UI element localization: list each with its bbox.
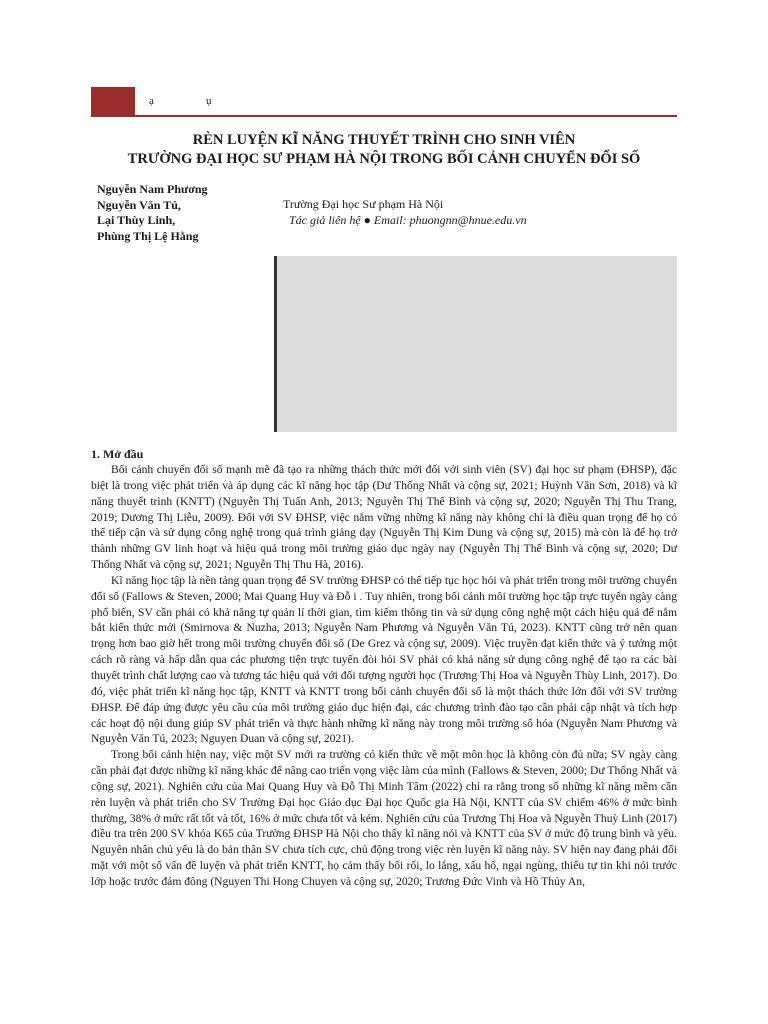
affiliation (283, 197, 527, 228)
author-name: Nguyễn Nam Phương (97, 182, 208, 196)
author-name: Lại Thùy Linh, (97, 213, 176, 227)
corresponding-author-email: Tác giả liên hệ ● Email: phuongnn@hnue.edu.vn (289, 212, 527, 227)
abstract-left-rule (274, 256, 277, 432)
section-heading: 1. Mở đầu (91, 447, 144, 461)
author-name: Phùng Thị Lệ Hằng (97, 228, 199, 243)
title-line-2: TRƯỜNG ĐẠI HỌC SƯ PHẠM HÀ NỘI TRONG BỐI CẢNH CHUYỂN ĐỔI SỐ (127, 151, 641, 167)
header-text-2: ụ (206, 95, 212, 107)
body-text (91, 462, 677, 890)
paper-title (91, 131, 677, 169)
paragraph: Trong bối cảnh hiện nay, việc một SV mới ra trường có kiến thức về một môn học là không còn đủ nữa; SV ngày càng cần phải đạt được những kĩ năng khác để nâng cao triển vọng việc làm của mình (Fallows & Steven, 2000; Dư Thống Nhất và cộng sự, 2021). Nghiên cứu của Mai Quang Huy và Đỗ Thị Minh Tâm (2022) chỉ ra rằng trong số những kĩ năng mềm cần rèn luyện và phát triển cho SV Trường Đại học Giáo dục Đại học Quốc gia Hà Nội, KNTT của SV chiếm 46% ở mức bình thường, 38% ở mức rất tốt và tốt, 16% ở mức chưa tốt và kém. Nghiên cứu của Trương Thị Hoa và Nguyễn Thuỳ Linh (2017) điều tra trên 200 SV khóa K65 của Trường ĐHSP Hà Nội cho thấy kĩ năng nói và KNTT của SV ở mức độ trung bình và yếu. Nguyên nhân chủ yếu là do bản thân SV chưa tích cực, chủ động trong việc rèn luyện kĩ năng này. SV hiện nay đang phải đối mặt với một số vấn đề luyện và phát triển KNTT, họ cảm thấy bối rối, lo lắng, xấu hổ, ngại ngùng, thiếu tự tin khi nói trước lớp hoặc trước đám đông (Nguyen Thi Hong Chuyen và cộng sự, 2020; Trương Đức Vinh và Hồ Thủy An, (91, 748, 677, 888)
header-accent-block (91, 87, 135, 117)
author-name: Nguyễn Văn Tú, (97, 197, 181, 212)
affiliation-institution: Trường Đại học Sư phạm Hà Nội (283, 197, 444, 211)
running-header (91, 87, 677, 117)
header-text-1: ạ (149, 95, 154, 107)
header-rule (135, 115, 677, 117)
abstract-box (274, 256, 677, 432)
author-list (97, 182, 208, 244)
paragraph: Bối cảnh chuyển đổi số mạnh mẽ đã tạo ra những thách thức mới đối với sinh viên (SV) đại học sư phạm (ĐHSP), đặc biệt là trong việc phát triển và áp dụng các kĩ năng học tập (Dư Thống Nhất và cộng sự, 2021; Huỳnh Văn Sơn, 2018) và kĩ năng thuyết trình (KNTT) (Nguyễn Thị Tuấn Anh, 2013; Nguyễn Thị Thế Bình và cộng sự, 2020; Nguyễn Thị Thu Trang, 2019; Dương Thị Liễu, 2009). Đối với SV ĐHSP, việc nắm vững những kĩ năng này không chỉ là điều quan trọng để họ có thể tiếp cận và sử dụng công nghệ trong quá trình giảng dạy (Nguyễn Thị Kim Dung và cộng sự, 2015) mà còn là để họ trở thành những GV linh hoạt và hiệu quả trong môi trường giáo dục ngày nay (Nguyễn Thị Thế Bình và cộng sự, 2020; Dư Thống Nhất và cộng sự, 2021; Nguyễn Thị Thu Hà, 2016). (91, 463, 677, 572)
title-line-1: RÈN LUYỆN KĨ NĂNG THUYẾT TRÌNH CHO SINH VIÊN (192, 132, 576, 148)
paragraph: Kĩ năng học tập là nền tảng quan trọng để SV trường ĐHSP có thể tiếp tục học hỏi và phát triển trong môi trường chuyển đổi số (Fallows & Steven, 2000; Mai Quang Huy và Đỗ i . Tuy nhiên, trong bối cảnh môi trường học tập trực tuyến ngày càng phổ biến, SV cần phải có khả năng tự quản lí thời gian, tìm kiếm thông tin và sử dụng công nghệ một cách hiệu quả để nắm bắt kiến thức mới (Smirnova & Nuzha, 2013; Nguyễn Nam Phương và Nguyễn Văn Tú, 2023). KNTT cũng trở nên quan trọng hơn bao giờ hết trong môi trường chuyển đổi số (De Grez và cộng sự, 2009). Việc truyền đạt kiến thức và ý tưởng một cách rõ ràng và hấp dẫn qua các phương tiện trực tuyến đòi hỏi SV phải có khả năng sử dụng công nghệ để tạo ra các bài thuyết trình chất lượng cao và tương tác hiệu quả với đối tượng người học (Trương Thị Hoa và Nguyễn Thùy Linh, 2017). Do đó, việc phát triển kĩ năng học tập, KNTT và KNTT trong bối cảnh chuyển đổi số là một thách thức lớn đối với SV trường ĐHSP. Để đáp ứng được yêu cầu của môi trường giáo dục hiện đại, các chương trình đào tạo cần phải cập nhật và tích hợp các hoạt độ nội dung giúp SV phát triển và thực hành những kĩ năng này trong môi trường số hóa (Nguyễn Nam Phương và Nguyễn Văn Tú, 2023; Nguyen Duan và cộng sự, 2021). (91, 573, 677, 746)
